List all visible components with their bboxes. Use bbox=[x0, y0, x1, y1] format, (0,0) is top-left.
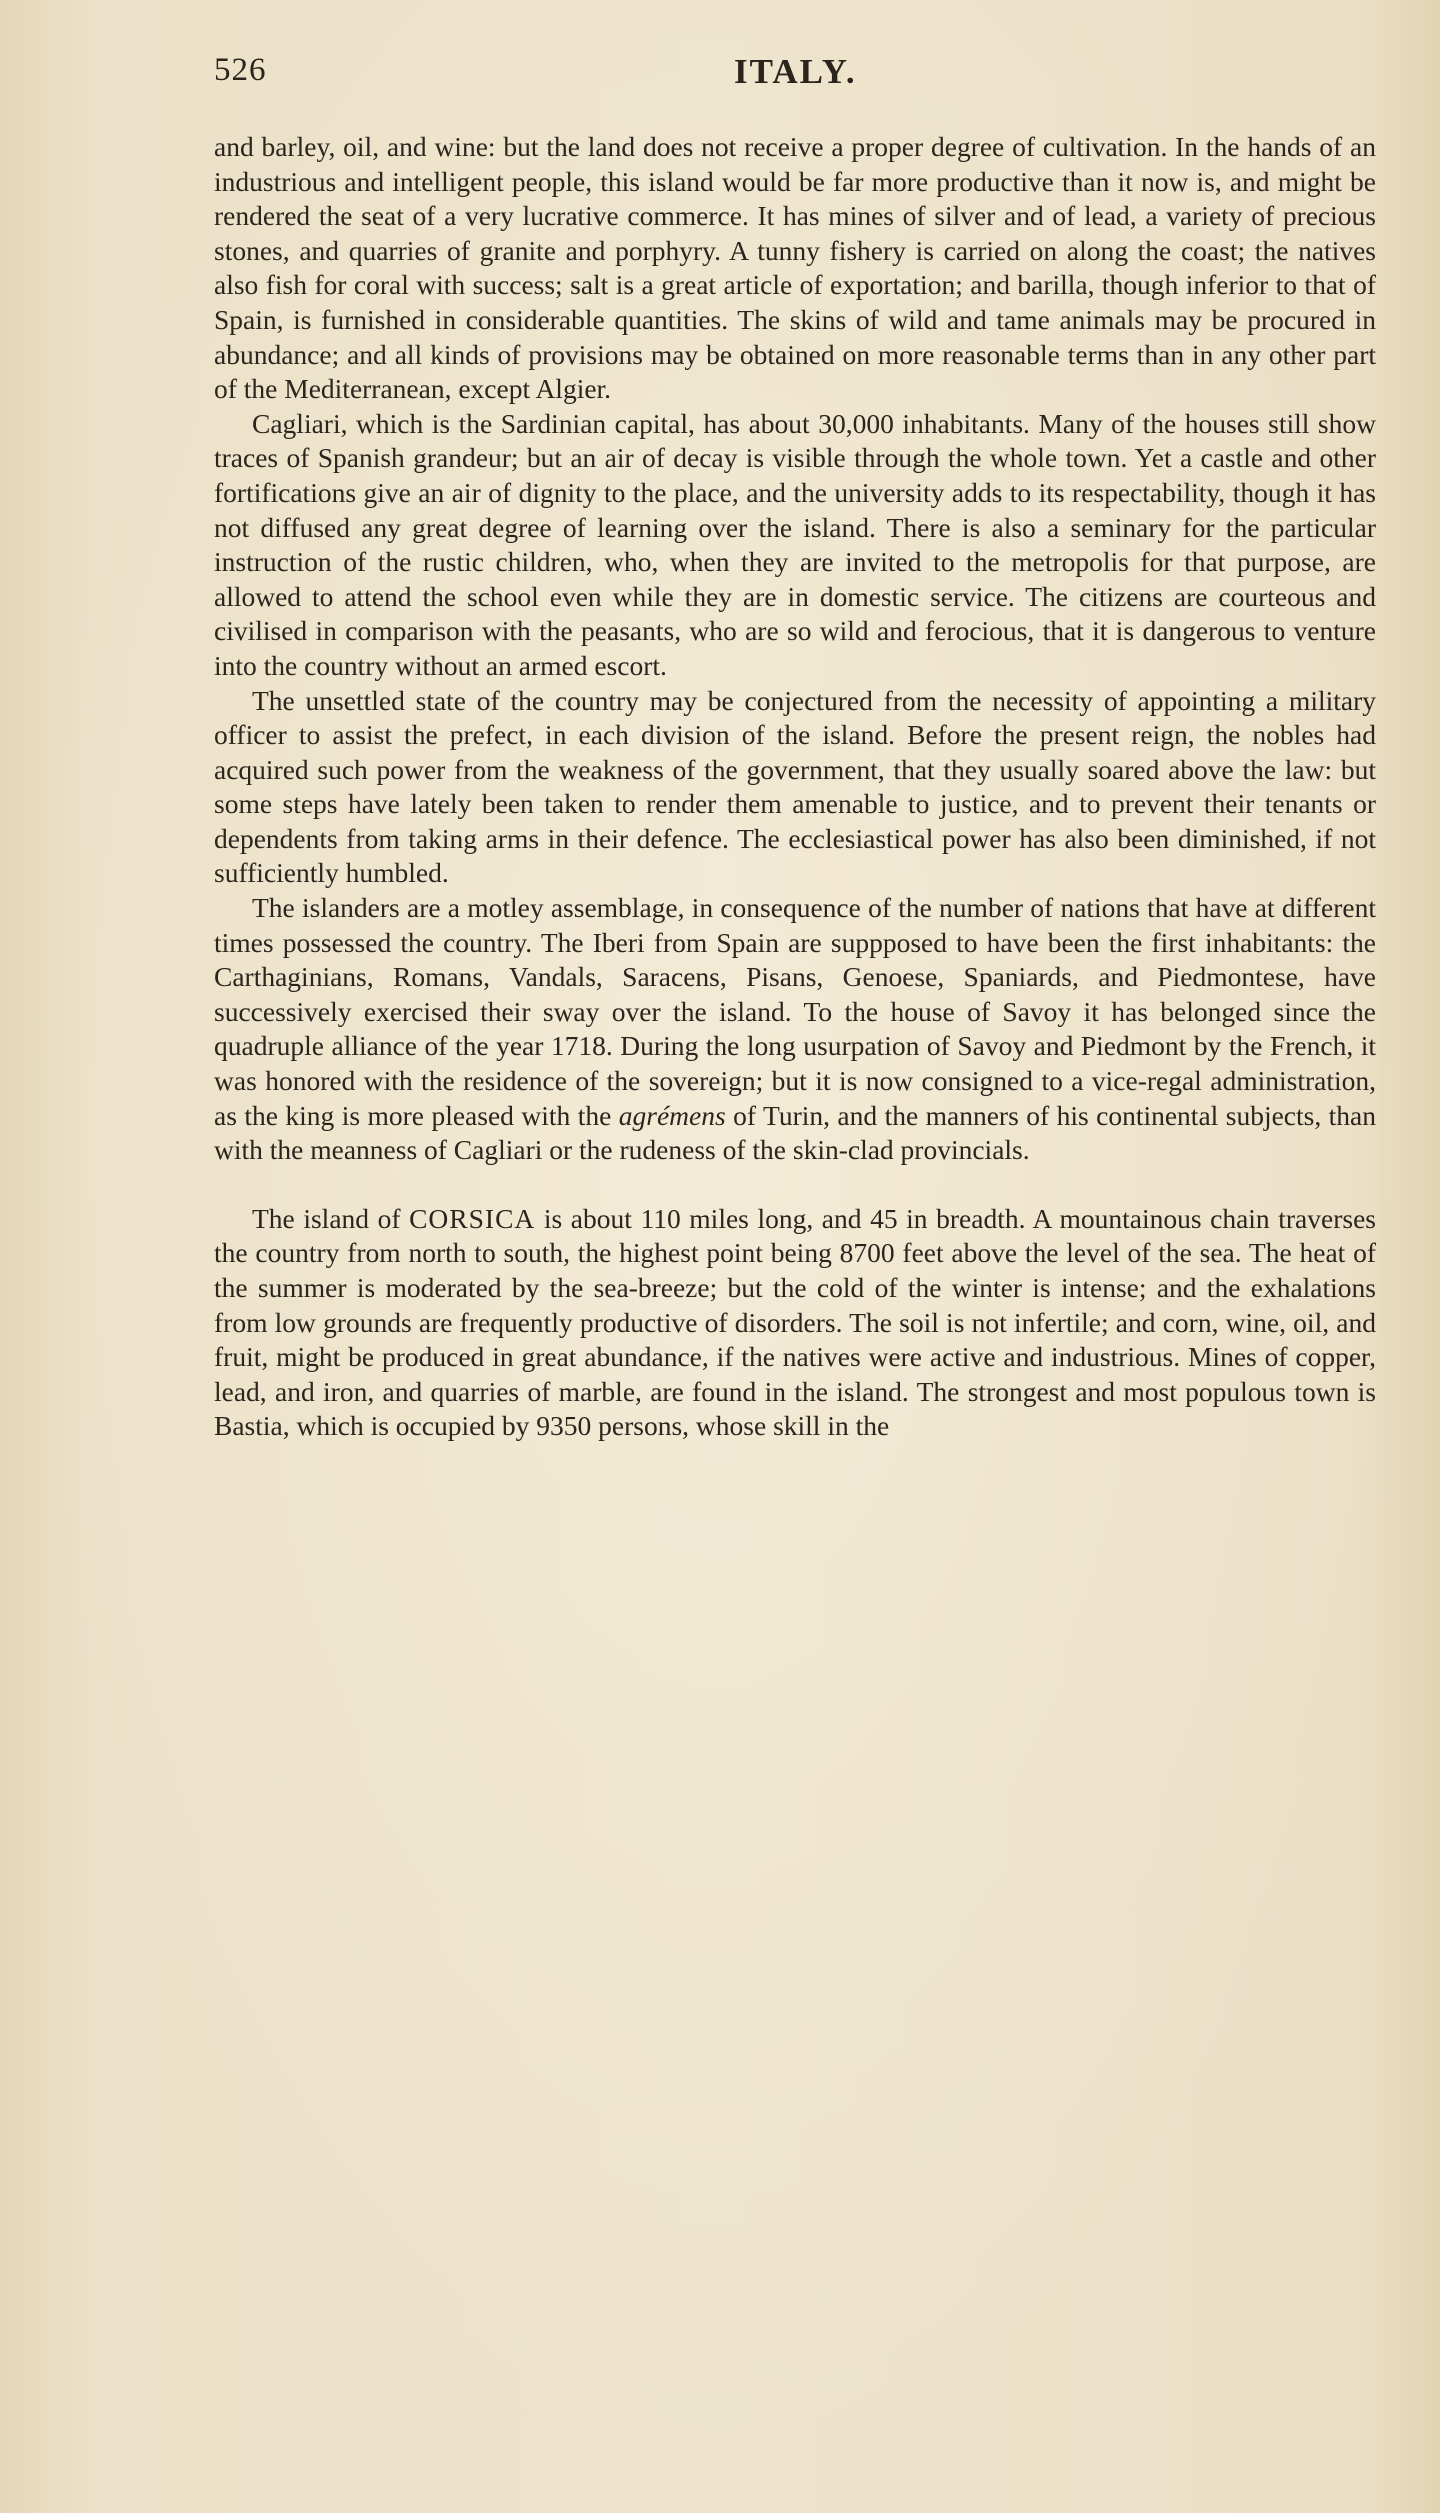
islanders-text-before: The islanders are a motley assemblage, in consequence of the number of nations that have at different times possessed the country. The Iberi from Spain are suppposed to have been the first inhabitants: the Carthaginians, Romans, Vandals, Saracens, Pisans, Genoese, Spaniards, and Piedmontese, have successively exercised their sway over the island. To the house of Savoy it has belonged since the quadruple alliance of the year 1718. During the long usurpation of Savoy and Piedmont by the French, it was honored with the residence of the sovereign; but it is now consigned to a vice-regal administration, as the king is more pleased with the bbox=[214, 892, 1376, 1131]
corsica-text-after: is about 110 miles long, and 45 in breadth. A mountainous chain traverses the country from north to south, the highest point being 8700 feet above the level of the sea. The heat of the summer is moderated by the sea-breeze; but the cold of the winter is intense; and the exhalations from low grounds are frequently productive of disorders. The soil is not infertile; and corn, wine, oil, and fruit, might be produced in great abundance, if the natives were active and industrious. Mines of copper, lead, and iron, and quarries of marble, are found in the island. The strongest and most populous town is Bastia, which is occupied by 9350 persons, whose skill in the bbox=[214, 1202, 1376, 1442]
agremens-italic: agrémens bbox=[618, 1099, 726, 1131]
page-header bbox=[214, 52, 1392, 102]
islanders-text-after: of Turin, and the manners of his continental subjects, than with the meanness of Cagliari or the rudeness of the skin-clad provincials. bbox=[214, 1099, 1376, 1166]
paragraph-corsica bbox=[214, 1202, 1376, 1444]
paragraph-sardinia-products: and barley, oil, and wine: but the land does not receive a proper degree of cultivation. In the hands of an industrious and intelligent people, this island would be far more productive than it now is, and might be rendered the seat of a very lucrative commerce. It has mines of silver and of lead, a variety of precious stones, and quarries of granite and porphyry. A tunny fishery is carried on along the coast; the natives also fish for coral with success; salt is a great article of exportation; and barilla, though inferior to that of Spain, is furnished in considerable quantities. The skins of wild and tame animals may be procured in abundance; and all kinds of provisions may be obtained on more reasonable terms than in any other part of the Mediterranean, except Algier. bbox=[214, 131, 1376, 405]
page-number: 526 bbox=[214, 52, 267, 88]
paragraph-islanders bbox=[214, 891, 1376, 1168]
corsica-text-before: The island of bbox=[252, 1202, 410, 1234]
paragraph-unsettled-state: The unsettled state of the country may be conjectured from the necessity of appointing a military officer to assist the prefect, in each division of the island. Before the present reign, the nobles had acquired such power from the weakness of the government, that they usually soared above the law: but some steps have lately been taken to render them amenable to justice, and to prevent their tenants or dependents from taking arms in their defence. The ecclesiastical power has also been diminished, if not sufficiently humbled. bbox=[214, 684, 1376, 889]
running-title: ITALY. bbox=[734, 52, 857, 91]
corsica-caps: CORSICA bbox=[409, 1202, 536, 1234]
body-text bbox=[214, 130, 1376, 1444]
paragraph-cagliari: Cagliari, which is the Sardinian capital, has about 30,000 inhabitants. Many of the houses still show traces of Spanish grandeur; but an air of decay is visible through the whole town. Yet a castle and other fortifications give an air of dignity to the place, and the university adds to its respectability, though it has not diffused any great degree of learning over the island. There is also a seminary for the particular instruction of the rustic children, who, when they are invited to the metropolis for that purpose, are allowed to attend the school even while they are in domestic service. The citizens are courteous and civilised in comparison with the peasants, who are so wild and ferocious, that it is dangerous to venture into the country without an armed escort. bbox=[214, 407, 1376, 681]
